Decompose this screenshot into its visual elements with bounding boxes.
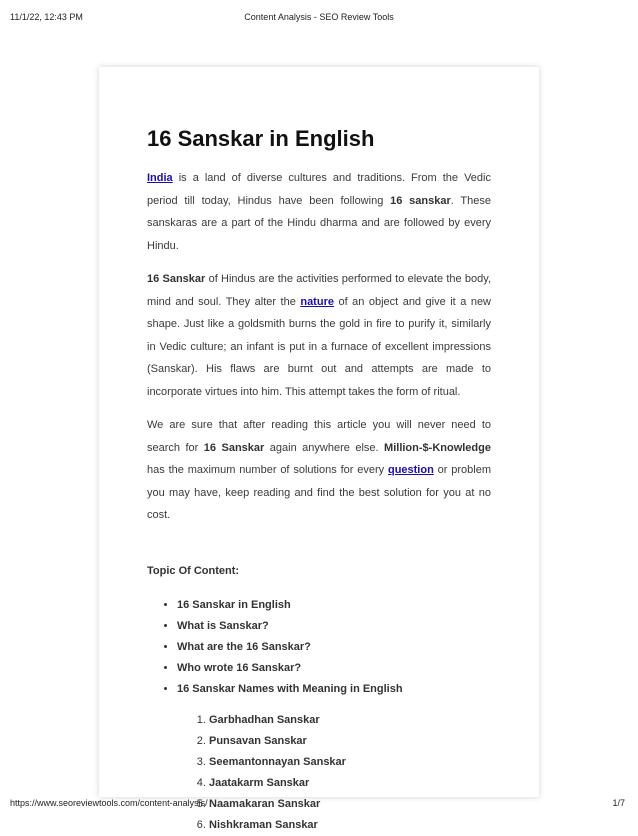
p1-text-2: . These sanskaras are a part of the Hindu dharma and are followed by every Hindu. (147, 194, 491, 252)
sanskar-name-item[interactable] (209, 815, 491, 836)
print-url: https://www.seoreviewtools.com/content-analysis/ (10, 798, 208, 808)
p1-bold-1: 16 sanskar (390, 194, 451, 207)
toc-item[interactable]: • 16 Sanskar in English (177, 595, 491, 616)
nature-link[interactable]: nature (300, 295, 334, 308)
p3-bold-1: 16 Sanskar (203, 441, 265, 454)
article-title: 16 Sanskar in English (147, 126, 375, 151)
toc-item[interactable]: • 16 Sanskar Names with Meaning in English (177, 679, 491, 700)
p3-text-3: has the maximum number of solutions for every (147, 464, 388, 476)
sanskar-name: Garbhadhan Sanskar (209, 713, 320, 726)
toc-item[interactable]: • What are the 16 Sanskar? (177, 637, 491, 658)
print-datetime: 11/1/22, 12:43 PM (10, 12, 83, 22)
toc-title: Topic Of Content: (147, 564, 240, 577)
sanskar-name-item[interactable] (209, 731, 491, 752)
print-page-title: Content Analysis - SEO Review Tools (244, 12, 394, 22)
toc-list (147, 595, 491, 700)
sanskar-name: Punsavan Sanskar (209, 734, 307, 747)
intro-paragraph (147, 167, 491, 257)
toc-item[interactable]: • Who wrote 16 Sanskar? (177, 658, 491, 679)
question-link[interactable]: question (387, 464, 434, 476)
p2-text-1: of Hindus are the activities performed to elevate the body, mind and soul. They alter the (147, 273, 491, 308)
p3-bold-2: Million-$-Knowledge (384, 441, 491, 454)
sanskar-name: Jaatakarm Sanskar (209, 776, 310, 789)
p2-text-2: of an object and give it a new shape. Just like a goldsmith burns the gold in fire to purify it, similarly in Vedic culture; an infant is put in a furnace of excellent impressions (Sanskar). His flaws are burnt out and attempts are made to incorporate virtues into him. This attempt takes the form of ritual. (147, 295, 492, 398)
p3-text-4: or problem you may have, keep reading and find the best solution for you at no cost. (147, 464, 491, 521)
sanskar-name-item[interactable] (209, 752, 491, 773)
sanskar-name-item[interactable] (209, 794, 491, 815)
sanskar-name: Nishkraman Sanskar (209, 818, 318, 831)
sanskar-names-list (147, 710, 491, 836)
closing-paragraph (147, 414, 491, 527)
p2-bold-1: 16 Sanskar (147, 273, 206, 285)
sanskar-name-item[interactable] (209, 773, 491, 794)
print-page-number: 1/7 (612, 798, 625, 808)
p3-text-1: We are sure that after reading this article you will never need to search for (147, 419, 491, 454)
toc-item[interactable]: • What is Sanskar? (177, 616, 491, 637)
sanskar-paragraph (147, 268, 491, 403)
sanskar-name-item[interactable] (209, 710, 491, 731)
india-link[interactable]: India (147, 172, 173, 184)
sanskar-name: Naamakaran Sanskar (209, 797, 321, 810)
p1-text-1: is a land of diverse cultures and traditions. From the Vedic period till today, Hindus have been following (147, 172, 491, 207)
sanskar-name: Seemantonnayan Sanskar (209, 755, 346, 768)
p3-text-2: again anywhere else. (264, 441, 385, 454)
article-content (147, 125, 491, 836)
